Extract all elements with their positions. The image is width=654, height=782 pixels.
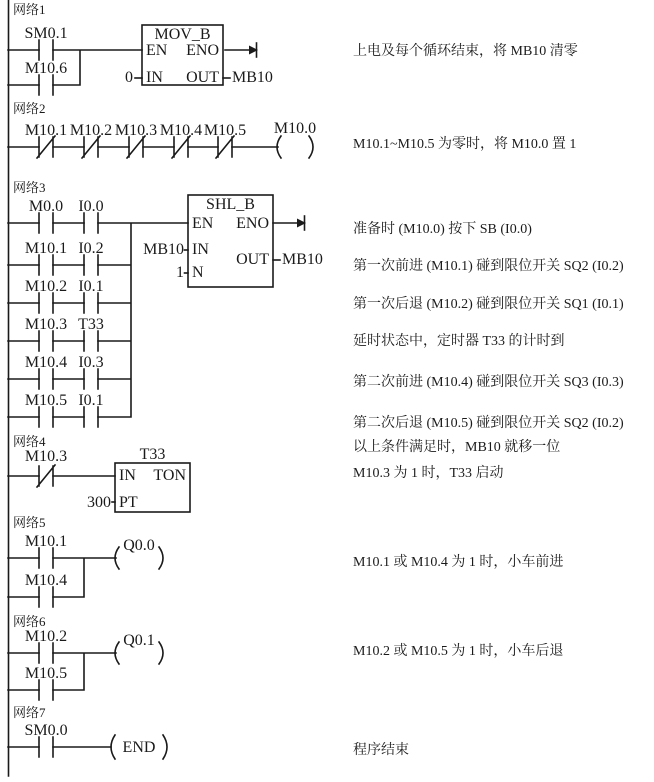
nc-contact-icon [37,465,55,487]
network-comment: 程序结束 [353,743,409,758]
contact-label: M10.2 [24,628,68,645]
contact-label: I0.1 [78,392,104,409]
pin-label: OUT [236,251,269,268]
no-contact-icon [39,643,53,663]
contact-label: M10.1 [24,240,68,257]
box-title: SHL_B [206,196,255,213]
no-contact-icon [39,255,53,275]
contact-label: M10.1 [24,122,68,139]
contact-label: M10.3 [24,316,68,333]
no-contact-icon [39,548,53,568]
pin-label: OUT [186,69,219,86]
contact-label: M10.4 [24,572,68,589]
no-contact-icon [84,407,98,427]
network-4 [8,434,560,512]
contact-label: M10.5 [24,392,68,409]
contact-label: SM0.0 [24,722,68,739]
no-contact-icon [39,407,53,427]
contact-label: M0.0 [28,198,64,215]
nc-contact-icon [172,136,190,158]
no-contact-icon [84,369,98,389]
network-comment: 第二次后退 (M10.5) 碰到限位开关 SQ2 (I0.2) [353,416,624,431]
pin-label: IN [146,69,163,86]
network-label: 网络1 [13,2,46,17]
pin-label: ENO [236,215,269,232]
pin-label: EN [146,42,168,59]
pin-value: 1 [176,264,184,281]
network-comment: 延时状态中，定时器 T33 的计时到 [353,334,565,349]
contact-label: SM0.1 [24,25,68,42]
coil-label: Q0.1 [123,632,155,649]
no-contact-icon [84,331,98,351]
contact-label: M10.1 [24,533,68,550]
network-comment: 以上条件满足时，MB10 就移一位 [353,440,561,455]
contact-label: M10.5 [24,665,68,682]
network-1 [8,2,578,95]
pin-value: MB10 [282,251,323,268]
network-comment: 第一次前进 (M10.1) 碰到限位开关 SQ2 (I0.2) [353,259,624,274]
no-contact-icon [39,680,53,700]
network-5 [8,515,563,607]
timer-label: T33 [139,446,166,463]
contact-label: I0.0 [78,198,104,215]
pin-label: EN [192,215,214,232]
coil-label: END [122,739,156,756]
pin-value: 0 [125,69,133,86]
nc-contact-icon [37,136,55,158]
timer-type: TON [153,467,186,484]
box-title: MOV_B [154,26,211,43]
no-contact-icon [39,331,53,351]
contact-label: M10.2 [24,278,68,295]
pin-label: N [192,264,204,281]
no-contact-icon [39,75,53,95]
network-comment: M10.1~M10.5 为零时，将 M10.0 置 1 [353,137,577,152]
coil-icon [277,136,313,158]
network-label: 网络7 [13,705,46,720]
network-comment: 准备时 (M10.0) 按下 SB (I0.0) [353,222,532,237]
pin-label: ENO [186,42,219,59]
no-contact-icon [39,369,53,389]
network-3 [8,180,624,431]
contact-label: M10.3 [24,448,68,465]
pin-value: MB10 [143,241,184,258]
contact-label: M10.2 [69,122,113,139]
contact-label: I0.3 [78,354,104,371]
network-comment: 上电及每个循环结束，将 MB10 清零 [353,44,578,59]
no-contact-icon [39,213,53,233]
network-comment: M10.3 为 1 时，T33 启动 [353,466,504,481]
network-comment: M10.1 或 M10.4 为 1 时，小车前进 [353,555,564,570]
contact-label: M10.4 [159,122,203,139]
network-label: 网络6 [13,614,46,629]
nc-contact-icon [216,136,234,158]
contact-label: M10.6 [24,60,68,77]
nc-contact-icon [82,136,100,158]
contact-label: M10.5 [203,122,247,139]
network-label: 网络3 [13,180,46,195]
enable-arrow-icon [273,216,306,230]
contact-label: T33 [78,316,104,333]
no-contact-icon [39,40,53,60]
no-contact-icon [39,293,53,313]
contact-label: M10.4 [24,354,68,371]
pin-value: 300 [87,494,111,511]
no-contact-icon [84,293,98,313]
no-contact-icon [84,255,98,275]
network-label: 网络2 [13,101,46,116]
network-7 [8,705,409,759]
contact-label: M10.3 [114,122,158,139]
contact-label: I0.2 [78,240,104,257]
pin-value: MB10 [232,69,273,86]
network-comment: 第二次前进 (M10.4) 碰到限位开关 SQ3 (I0.3) [353,375,624,390]
enable-arrow-icon [225,43,258,57]
pin-label: PT [119,494,138,511]
pin-label: IN [119,467,136,484]
network-6 [8,614,563,700]
coil-label: Q0.0 [123,537,155,554]
pin-label: IN [192,241,209,258]
no-contact-icon [39,587,53,607]
network-comment: 第一次后退 (M10.2) 碰到限位开关 SQ1 (I0.1) [353,297,624,312]
coil-label: M10.0 [273,120,317,137]
network-2 [8,101,576,158]
no-contact-icon [39,737,53,757]
nc-contact-icon [127,136,145,158]
network-comment: M10.2 或 M10.5 为 1 时，小车后退 [353,644,564,659]
contact-label: I0.1 [78,278,104,295]
no-contact-icon [84,213,98,233]
network-label: 网络4 [13,434,46,449]
network-label: 网络5 [13,515,46,530]
